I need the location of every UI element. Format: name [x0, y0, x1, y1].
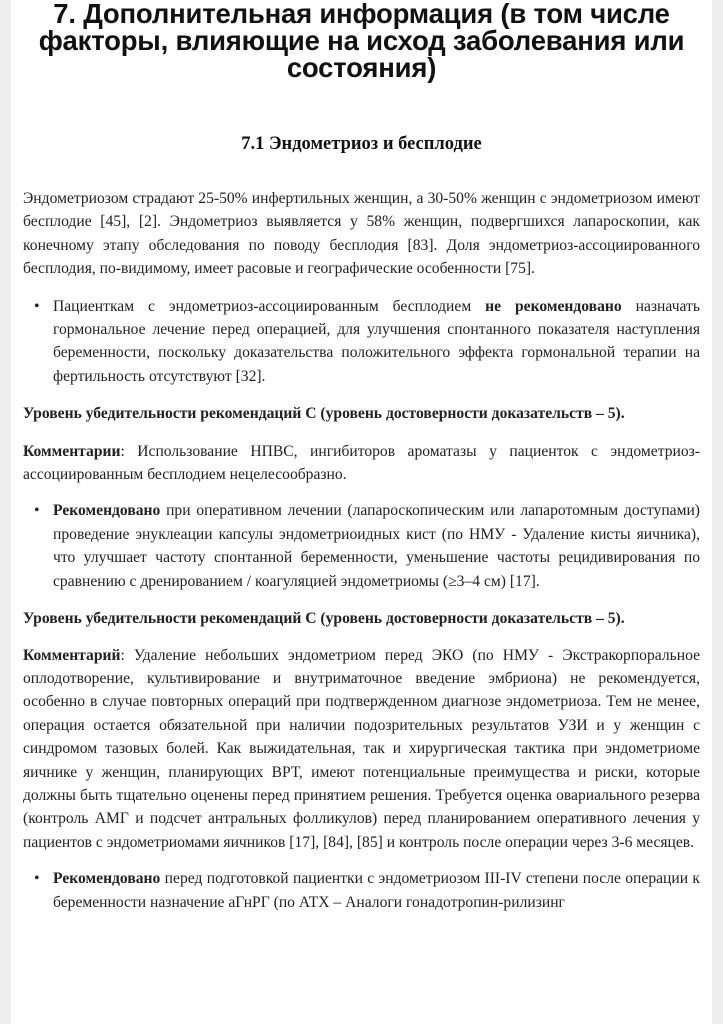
- bullet-icon: •: [34, 297, 40, 315]
- comment-text: : Использование НПВС, ингибиторов ароматазы у пациенток с эндометриоз-ассоциированным бесплодием нецелесообразно.: [23, 442, 700, 484]
- comment-label: Комментарий: [23, 646, 121, 664]
- recommendation-list: [23, 295, 700, 389]
- rec1-text-before: Пациенткам с эндометриоз-ассоциированным бесплодием: [53, 297, 486, 315]
- rec1-emphasis: не рекомендовано: [485, 297, 622, 315]
- rec2-text-after: при оперативном лечении (лапароскопическим или лапаротомным доступами) проведение энуклеации капсулы эндометриоидных кист (по НМУ - Удаление кисты яичника), что улучшает частоту спонтанной беременности, уменьшение частоты рецидивирования по сравнению с дренированием / коагуляцией эндометриомы (≥3–4 см) [17].: [53, 502, 700, 590]
- bullet-icon: •: [34, 502, 40, 520]
- bullet-icon: •: [34, 870, 40, 888]
- rec3-text-after: перед подготовкой пациентки с эндометриозом III-IV степени после операции к беременности назначение аГнРГ (по АТХ – Аналоги гонадотропин-рилизинг: [53, 870, 700, 911]
- comment-paragraph: [23, 644, 700, 855]
- evidence-level: Уровень убедительности рекомендаций C (уровень достоверности доказательств – 5).: [23, 405, 625, 423]
- recommendation-list: [23, 499, 700, 593]
- recommendation-item: [34, 867, 700, 914]
- comment-paragraph: [23, 440, 700, 487]
- document-page: [11, 0, 712, 1024]
- recommendation-item: [34, 295, 700, 389]
- recommendation-list: [23, 867, 700, 914]
- intro-paragraph: Эндометриозом страдают 25-50% инфертильных женщин, а 30-50% женщин с эндометриозом имеют бесплодие [45], [2]. Эндометриоз выявляется у 58% женщин, подвергшихся лапароскопии, как конечному этапу обследования по поводу бесплодия [83]. Доля эндометриоз-ассоциированного бесплодия, по-видимому, имеет расовые и географические особенности [75].: [23, 190, 700, 278]
- rec3-emphasis: Рекомендовано: [53, 870, 161, 888]
- chapter-title: 7. Дополнительная информация (в том числе факторы, влияющие на исход заболевания или состояния): [38, 0, 685, 83]
- rec2-emphasis: Рекомендовано: [53, 502, 161, 520]
- evidence-level: Уровень убедительности рекомендаций C (уровень достоверности доказательств – 5).: [23, 610, 625, 628]
- comment-text: : Удаление небольших эндометриом перед ЭКО (по НМУ - Экстракорпоральное оплодотворение, культивирование и внутриматочное введение эмбриона) не рекомендуется, особенно в случае повторных операций при подтвержденном диагнозе эндометриоза. Тем не менее, операция остается обязательной при наличии подозрительных результатов УЗИ и у женщин с синдромом тазовых болей. Как выжидательная, так и хирургическая тактика при эндометриоме яичнике у женщин, планирующих ВРТ, имеют потенциальные преимущества и риски, которые должны быть тщательно оценены перед принятием решения. Требуется оценка овариального резерва (контроль АМГ и подсчет антральных фолликулов) перед планированием оперативного лечения у пациентов с эндометриомами яичников [17], [84], [85] и контроль после операции через 3-6 месяцев.: [23, 646, 700, 851]
- rec1-text-after: назначать гормональное лечение перед операцией, для улучшения спонтанного показателя наступления беременности, поскольку доказательства положительного эффекта гормональной терапии на фертильность отсутствуют [32].: [53, 297, 700, 385]
- section-title: 7.1 Эндометриоз и бесплодие: [241, 134, 482, 154]
- comment-label: Комментарии: [23, 442, 121, 460]
- recommendation-item: [34, 499, 700, 593]
